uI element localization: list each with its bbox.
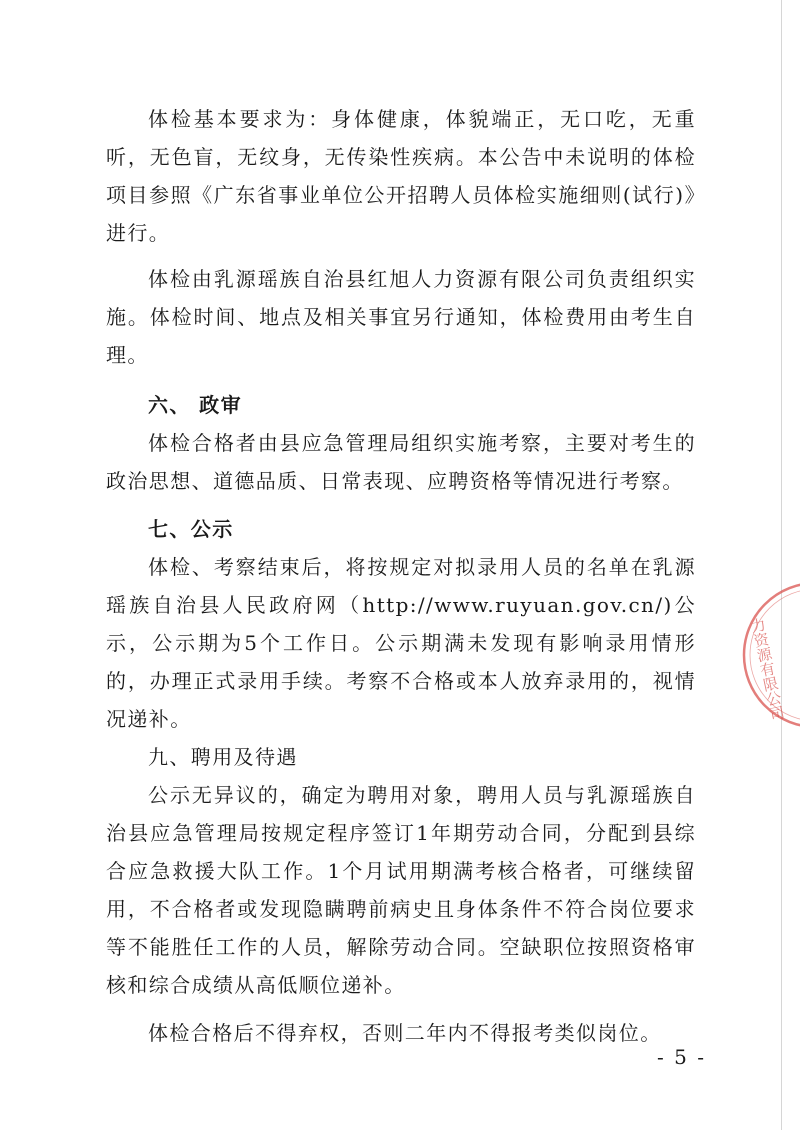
heading-public-notice: 七、公示 [148,517,234,541]
page-edge-line [781,0,782,1130]
seal-text: 力资源有限公司 [747,615,787,723]
paragraph-physical-exam-requirements: 体检基本要求为：身体健康，体貌端正，无口吃，无重听，无色盲，无纹身，无传染性疾病。本公告中未说明的体检项目参照《广东省事业单位公开招聘人员体检实施细则(试行)》进行。 [106,107,696,245]
official-seal-stamp [734,575,800,735]
paragraph-political-review: 体检合格者由县应急管理局组织实施考察，主要对考生的政治思想、道德品质、日常表现、应聘资格等情况进行考察。 [106,431,696,493]
paragraph-employment-benefits: 公示无异议的，确定为聘用对象，聘用人员与乳源瑶族自治县应急管理局按规定程序签订1年期劳动合同，分配到县综合应急救援大队工作。1个月试用期满考核合格者，可继续留用，不合格者或发现隐瞒聘前病史且身体条件不符合岗位要求等不能胜任工作的人员，解除劳动合同。空缺职位按照资格审核和综合成绩从高低顺位递补。 [106,783,696,997]
paragraph-physical-exam-organization: 体检由乳源瑶族自治县红旭人力资源有限公司负责组织实施。体检时间、地点及相关事宜另行通知，体检费用由考生自理。 [106,267,696,367]
page-number: - 5 - [657,1045,706,1069]
paragraph-no-waiver: 体检合格后不得弃权，否则二年内不得报考类似岗位。 [148,1021,662,1045]
heading-employment-benefits: 九、聘用及待遇 [148,745,298,769]
document-body [106,100,696,1052]
paragraph-public-notice: 体检、考察结束后，将按规定对拟录用人员的名单在乳源瑶族自治县人民政府网（http://www.ruyuan.gov.cn/)公示，公示期为5个工作日。公示期满未发现有影响录用情形的，办理正式录用手续。考察不合格或本人放弃录用的，视情况递补。 [106,555,696,731]
heading-political-review: 六、 政审 [148,393,242,417]
